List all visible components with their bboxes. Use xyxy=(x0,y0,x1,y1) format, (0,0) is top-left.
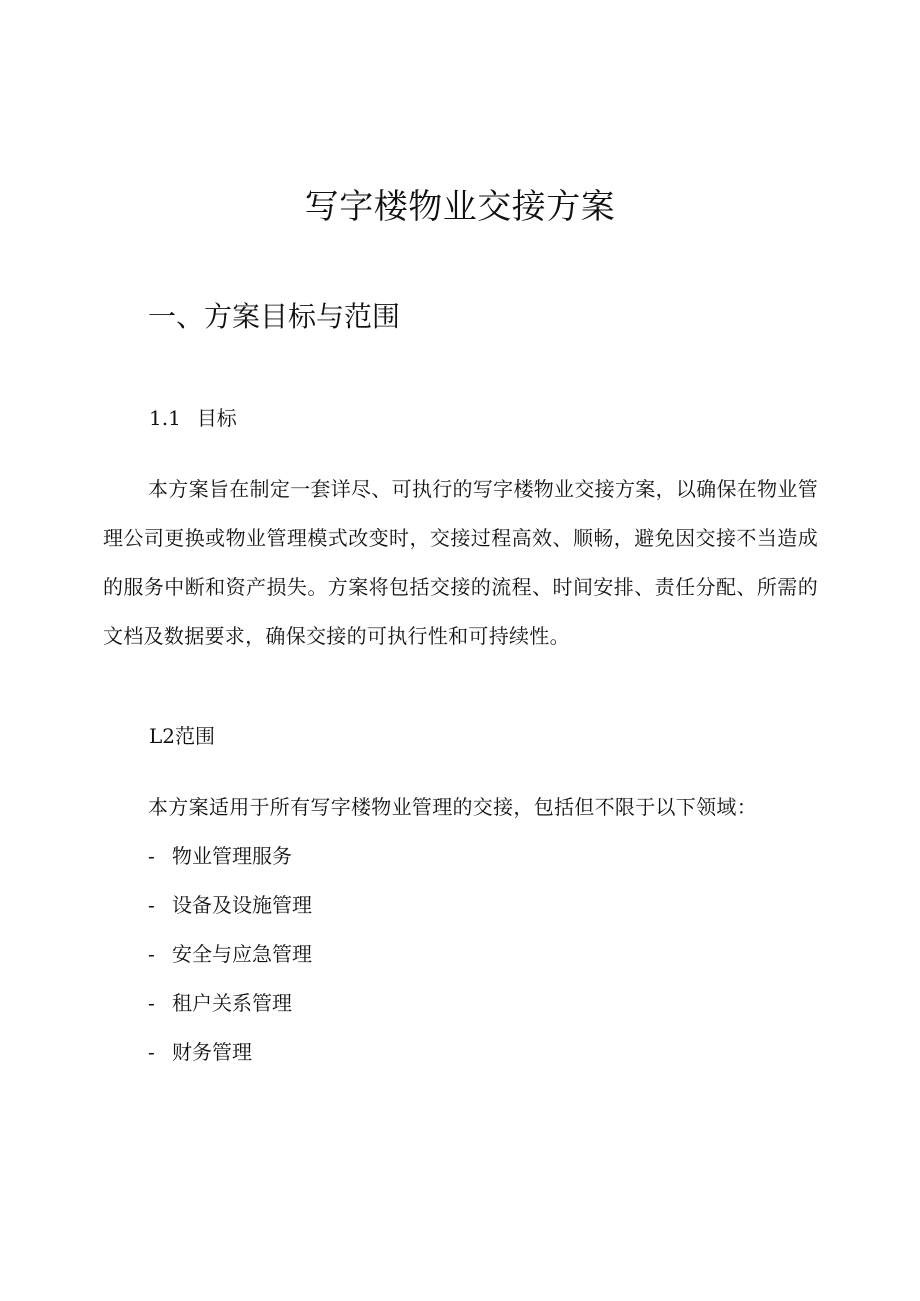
list-item-text: 安全与应急管理 xyxy=(172,942,312,966)
list-item xyxy=(148,930,312,979)
list-bullet: - xyxy=(148,1040,155,1064)
goal-number: 1.1 xyxy=(149,406,181,430)
goal-paragraph: 本方案旨在制定一套详尽、可执行的写字楼物业交接方案，以确保在物业管理公司更换或物业管理模式改变时，交接过程高效、顺畅，避免因交接不当造成的服务中断和资产损失。方案将包括交接的流程、时间安排、责任分配、所需的文档及数据要求，确保交接的可执行性和可持续性。 xyxy=(103,477,818,648)
document-title: 写字楼物业交接方案 xyxy=(304,187,616,227)
list-item xyxy=(148,832,312,881)
scope-list xyxy=(148,832,312,1077)
list-item-text: 财务管理 xyxy=(172,1040,252,1064)
list-bullet: - xyxy=(148,942,155,966)
list-item xyxy=(148,881,312,930)
list-item-text: 租户关系管理 xyxy=(172,991,292,1015)
list-bullet: - xyxy=(148,991,155,1015)
scope-intro: 本方案适用于所有写字楼物业管理的交接，包括但不限于以下领域： xyxy=(148,795,757,819)
section-heading: 一、方案目标与范围 xyxy=(148,300,401,333)
list-bullet: - xyxy=(148,893,155,917)
goal-label: 目标 xyxy=(196,406,237,430)
list-item-text: 设备及设施管理 xyxy=(172,893,312,917)
scope-heading: L2范围 xyxy=(149,724,216,748)
list-item xyxy=(148,1028,312,1077)
list-item-text: 物业管理服务 xyxy=(172,844,292,868)
goal-heading xyxy=(149,403,237,433)
list-item xyxy=(148,979,312,1028)
list-bullet: - xyxy=(148,844,155,868)
